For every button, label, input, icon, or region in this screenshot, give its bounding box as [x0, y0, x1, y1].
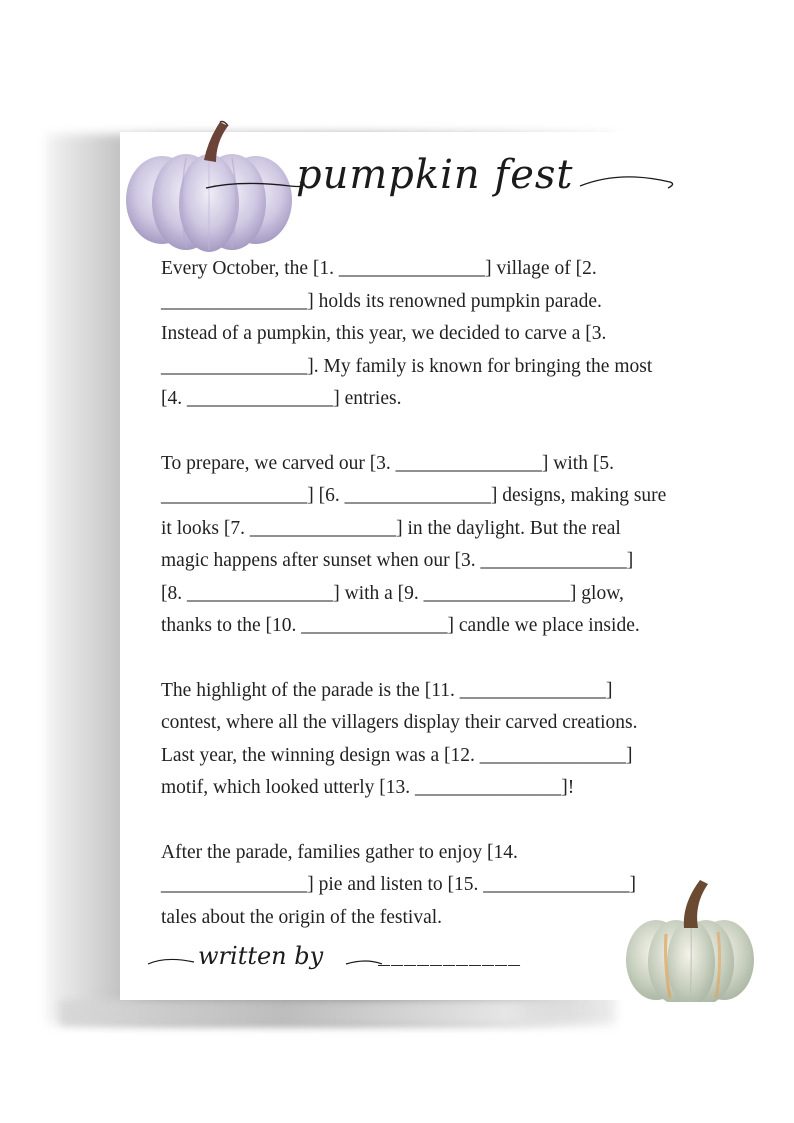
story-line: Every October, the [1. _______________] village of [2. [161, 258, 597, 279]
story-body [161, 253, 741, 934]
story-line: To prepare, we carved our [3. _______________] with [5. [161, 452, 614, 474]
paragraph-gap [161, 416, 741, 448]
paragraph-gap [161, 643, 741, 675]
story-line: _______________] [6. _______________] designs, making sure [161, 485, 667, 506]
story-line: _______________]. My family is known for bringing the most [161, 355, 653, 377]
signature-label: written by [198, 942, 324, 970]
story-line: Instead of a pumpkin, this year, we decided to carve a [3. [161, 323, 607, 344]
story-line: _______________] pie and listen to [15. _______________] [161, 874, 636, 895]
story-line: thanks to the [10. _______________] candle we place inside. [161, 615, 640, 636]
story-line: motif, which looked utterly [13. _______________]! [161, 777, 575, 798]
story-line: [8. _______________] with a [9. _______________] glow, [161, 582, 624, 604]
story-line: Last year, the winning design was a [12. _______________] [161, 744, 633, 766]
story-line: it looks [7. _______________] in the daylight. But the real [161, 517, 621, 539]
page-shadow-bottom [60, 1000, 620, 1026]
story-line: magic happens after sunset when our [3. _______________] [161, 550, 634, 571]
story-line: contest, where all the villagers display their carved creations. [161, 712, 638, 733]
story-line: After the parade, families gather to enjoy [14. [161, 841, 518, 863]
signature-blank[interactable]: ___________ [378, 948, 522, 971]
story-line: The highlight of the parade is the [11. _______________] [161, 679, 613, 701]
page-title: pumpkin fest [296, 152, 574, 198]
story-line: tales about the origin of the festival. [161, 906, 443, 928]
story-line: [4. _______________] entries. [161, 388, 402, 409]
paragraph-gap [161, 805, 741, 837]
story-line: _______________] holds its renowned pumpkin parade. [161, 290, 602, 312]
